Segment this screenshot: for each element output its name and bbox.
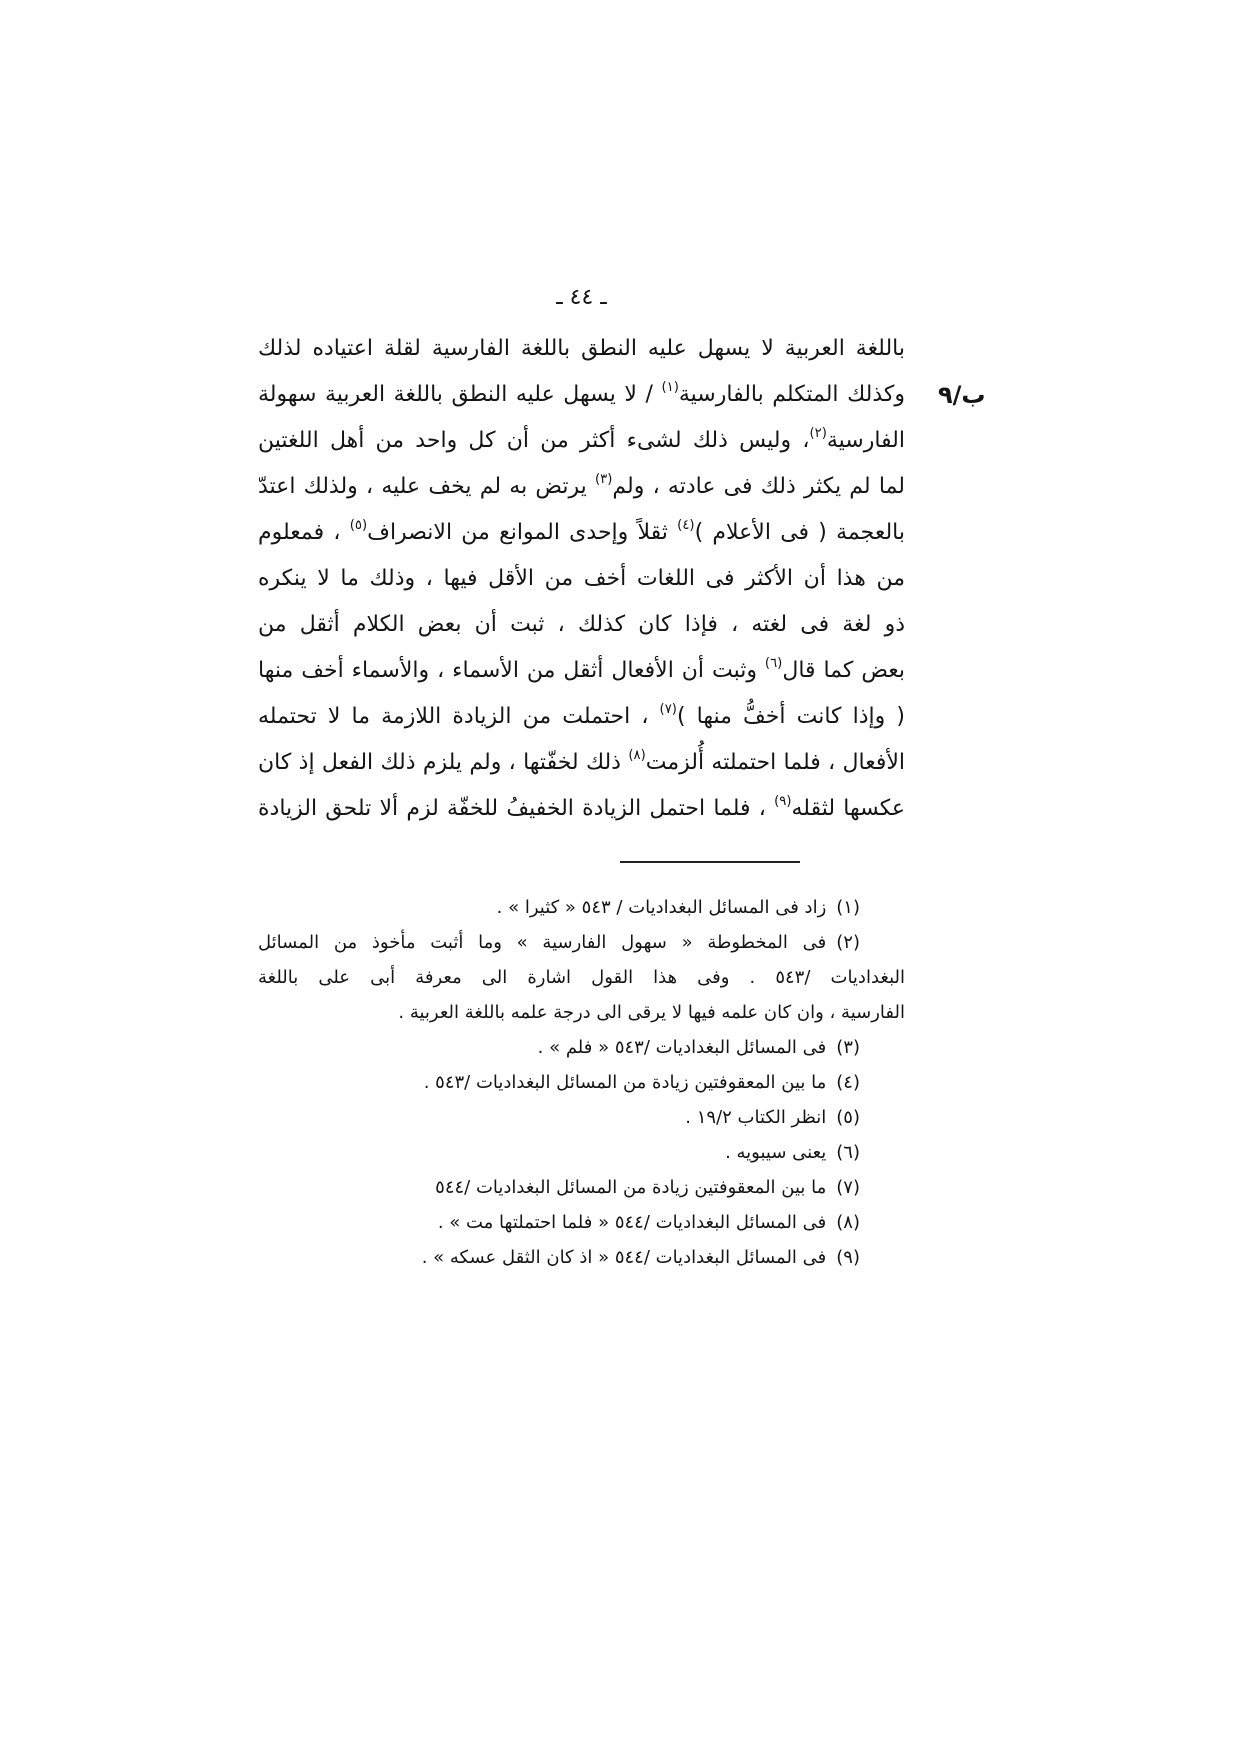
footnote-ref: (٣): [594, 472, 613, 488]
line-text: الفارسية: [826, 428, 905, 453]
line-text: ذو لغة فى لغته ، فإذا كان كذلك ، ثبت أن بعض الكلام أثقل من: [258, 612, 905, 637]
line-text: يرتض به لم يخف عليه ، ولذلك اعتدّ: [258, 474, 595, 499]
main-text-line: [258, 464, 905, 510]
footnote-item: [258, 1030, 905, 1065]
footnote-separator: [620, 861, 800, 863]
footnote-ref: (٤): [677, 518, 695, 534]
footnote-text: انظر الكتاب ١٩/٢ .: [685, 1107, 827, 1128]
line-text: بعض كما قال: [782, 658, 905, 683]
footnote-continuation: [258, 995, 905, 1030]
folio-margin-note: ٩/ب: [938, 381, 986, 409]
footnote-continuation: [258, 960, 905, 995]
line-text: / لا يسهل عليه النطق باللغة العربية سهولة: [258, 382, 662, 407]
footnote-text: فى المسائل البغداديات /٥٤٤ « فلما احتملتها مت » .: [437, 1212, 827, 1233]
line-text: باللغة العربية لا يسهل عليه النطق باللغة الفارسية لقلة اعتياده لذلك: [258, 336, 905, 361]
line-text: الأفعال ، فلما احتملته أُلزمت: [645, 750, 905, 775]
main-text-line: [258, 648, 905, 694]
footnote-text: زاد فى المسائل البغداديات / ٥٤٣ « كثيرا » .: [496, 897, 827, 918]
footnote-text: ما بين المعقوفتين زيادة من المسائل البغداديات /٥٤٣ .: [423, 1072, 827, 1093]
footnote-text: فى المسائل البغداديات /٥٤٣ « فلم » .: [537, 1037, 827, 1058]
main-text-line: [258, 418, 905, 464]
footnote-ref: (١): [661, 380, 679, 396]
footnote-number: (٢): [836, 932, 860, 953]
line-text: وثبت أن الأفعال أثقل من الأسماء ، والأسماء أخف منها: [258, 658, 765, 683]
footnote-ref: (٢): [809, 426, 827, 442]
line-text: ( وإذا كانت أخفُّ منها ): [676, 704, 905, 729]
footnote-ref: (٥): [349, 518, 368, 534]
footnote-item: [258, 890, 905, 925]
footnotes: [258, 890, 905, 1275]
page-number: ـ ٤٤ ـ: [556, 285, 607, 310]
footnote-item: [258, 1205, 905, 1240]
footnote-item: [258, 1135, 905, 1170]
line-text: ، وليس ذلك لشىء أكثر من أن كل واحد من أهل اللغتين: [258, 428, 810, 453]
footnote-number: (٨): [836, 1212, 860, 1233]
main-text: [258, 326, 905, 832]
footnote-text: البغداديات /٥٤٣ . وفى هذا القول اشارة الى معرفة أبى على باللغة: [258, 967, 905, 988]
main-text-line: [258, 372, 905, 418]
line-text: ، فمعلوم: [258, 520, 350, 545]
footnote-text: يعنى سيبويه .: [725, 1142, 827, 1163]
line-text: بالعجمة ( فى الأعلام ): [694, 520, 905, 545]
line-text: عكسها لثقله: [791, 796, 905, 821]
footnote-ref: (٧): [659, 702, 677, 718]
main-text-line: [258, 602, 905, 648]
footnote-text: فى المخطوطة « سهول الفارسية » وما أثبت مأخوذ من المسائل: [258, 932, 827, 953]
footnote-number: (٣): [836, 1037, 860, 1058]
footnote-text: فى المسائل البغداديات /٥٤٤ « اذ كان الثقل عسكه » .: [421, 1247, 827, 1268]
line-text: ، احتملت من الزيادة اللازمة ما لا تحتمله: [258, 704, 660, 729]
line-text: ذلك لخفّتها ، ولم يلزم ذلك الفعل إذ كان: [258, 750, 629, 775]
footnote-ref: (٦): [764, 656, 783, 672]
line-text: وكذلك المتكلم بالفارسية: [678, 382, 905, 407]
footnote-text: الفارسية ، وان كان علمه فيها لا يرقى الى درجة علمه باللغة العربية .: [398, 1002, 905, 1023]
footnote-number: (٧): [836, 1177, 860, 1198]
footnote-item: [258, 1065, 905, 1100]
footnote-item: [258, 925, 905, 960]
footnote-number: (١): [836, 897, 860, 918]
main-text-line: [258, 786, 905, 832]
footnote-ref: (٩): [774, 794, 792, 810]
line-text: من هذا أن الأكثر فى اللغات أخف من الأقل فيها ، وذلك ما لا ينكره: [258, 566, 905, 591]
footnote-number: (٥): [836, 1107, 860, 1128]
line-text: ، فلما احتمل الزيادة الخفيفُ للخفّة لزم ألا تلحق الزيادة: [258, 796, 775, 821]
footnote-number: (٤): [836, 1072, 860, 1093]
main-text-line: [258, 326, 905, 372]
main-text-line: [258, 510, 905, 556]
line-text: ثقلاً وإحدى الموانع من الانصراف: [367, 520, 678, 545]
footnote-item: [258, 1100, 905, 1135]
footnote-number: (٩): [836, 1247, 860, 1268]
line-text: لما لم يكثر ذلك فى عادته ، ولم: [612, 474, 905, 499]
footnote-text: ما بين المعقوفتين زيادة من المسائل البغداديات /٥٤٤: [435, 1177, 827, 1198]
main-text-line: [258, 556, 905, 602]
footnote-ref: (٨): [628, 748, 646, 764]
footnote-number: (٦): [836, 1142, 860, 1163]
main-text-line: [258, 740, 905, 786]
footnote-item: [258, 1170, 905, 1205]
main-text-line: [258, 694, 905, 740]
footnote-item: [258, 1240, 905, 1275]
